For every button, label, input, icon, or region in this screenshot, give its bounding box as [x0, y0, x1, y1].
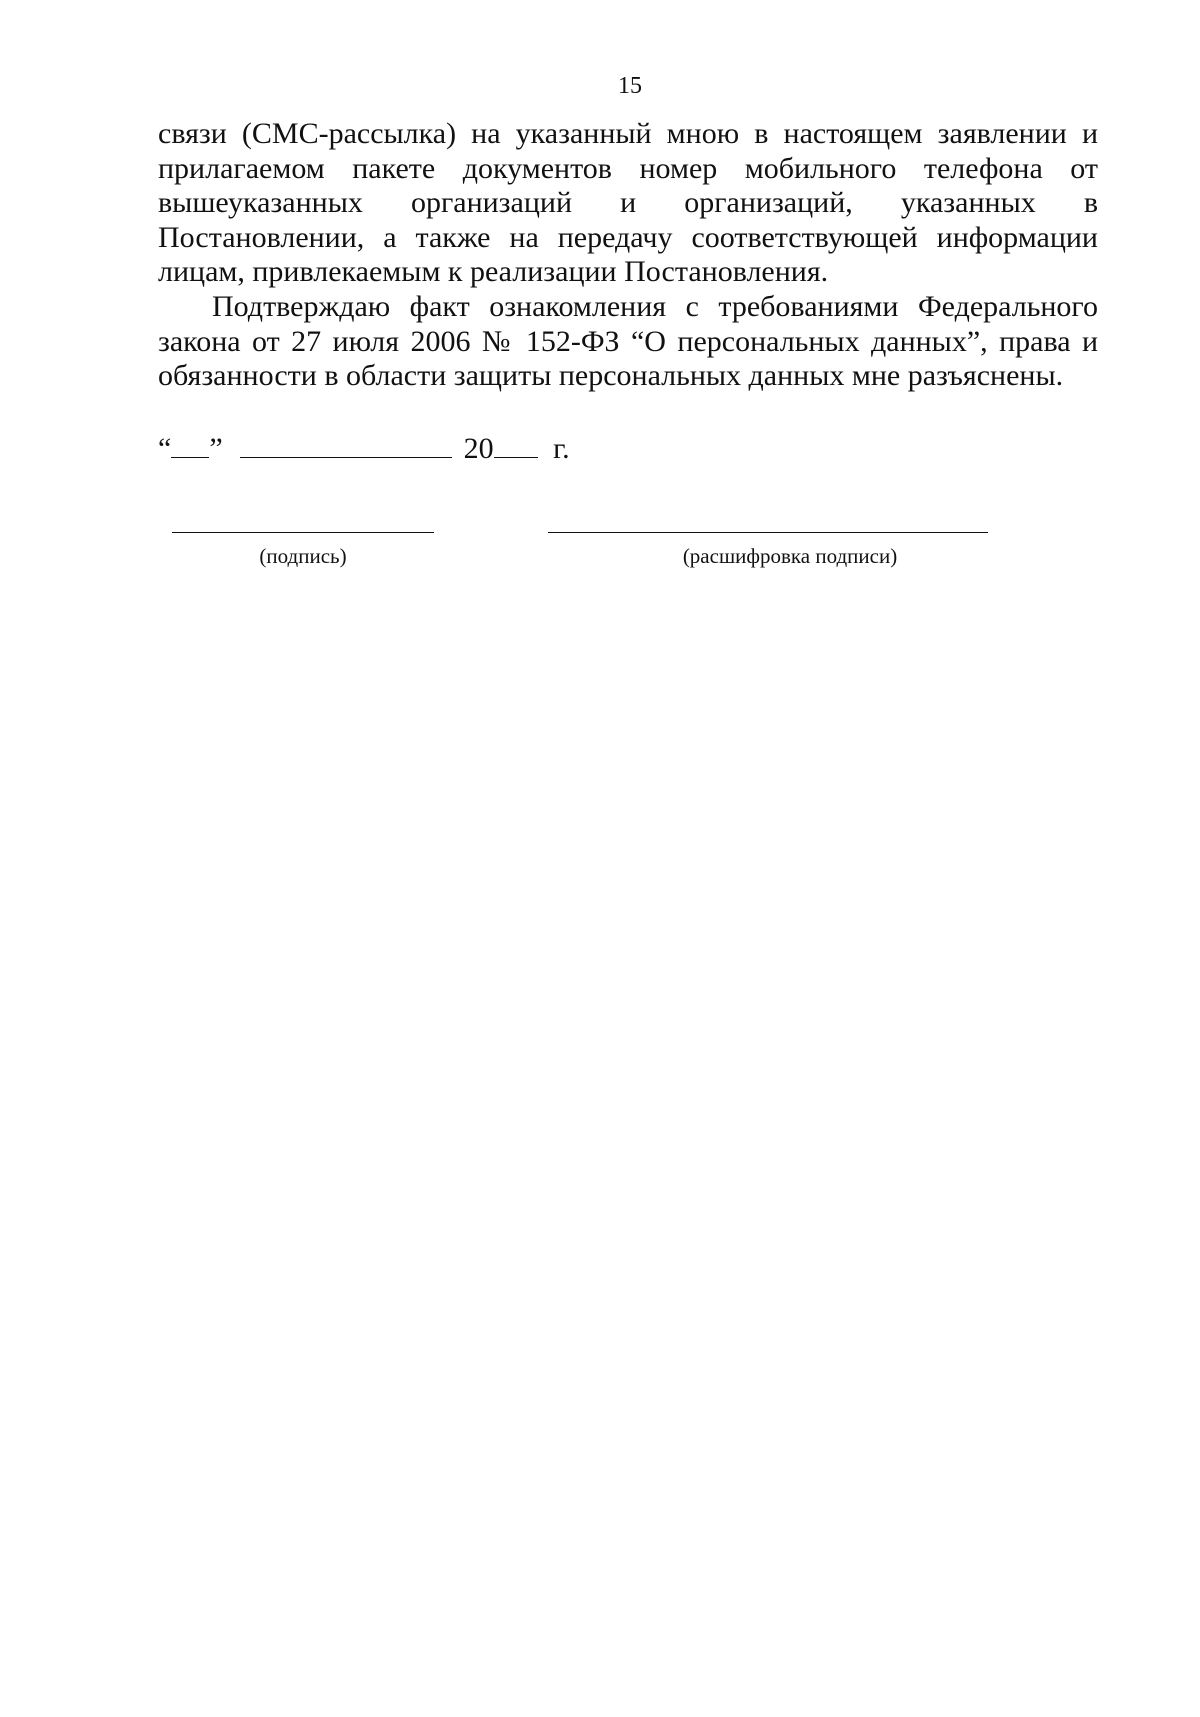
- date-field: [158, 432, 570, 466]
- text-line: Подтверждаю факт ознакомления с требованиями Федерального: [212, 289, 1098, 323]
- text-line: обязанности в области защиты персональных данных мне разъяснены.: [158, 359, 1064, 393]
- signature-decoding-caption: (расшифровка подписи): [682, 544, 898, 568]
- year-suffix: г.: [553, 432, 570, 465]
- text-line: закона от 27 июля 2006 № 152-ФЗ “О персональных данных”, права и: [158, 324, 1098, 358]
- text-line: вышеуказанных организаций и организаций, указанных в: [158, 186, 1098, 220]
- year-prefix: 20: [463, 432, 494, 465]
- paragraph-consent-continued: [158, 117, 1098, 290]
- paragraph-confirmation: [158, 290, 1098, 394]
- signature-caption: (подпись): [259, 544, 347, 568]
- month-blank: [240, 435, 452, 458]
- page-number: 15: [618, 73, 642, 99]
- day-blank: [171, 435, 209, 458]
- text-line: Постановлении, а также на передачу соответствующей информации: [158, 220, 1098, 254]
- text-line: связи (СМС-рассылка) на указанный мною в настоящем заявлении и: [158, 117, 1098, 150]
- year-blank: [494, 435, 538, 458]
- text-line: лицам, привлекаемым к реализации Постановления.: [158, 255, 829, 289]
- signature-decoding-line: [548, 532, 988, 533]
- document-body: [158, 117, 1098, 394]
- close-quote: ”: [209, 432, 223, 465]
- signature-line: [172, 532, 434, 533]
- open-quote: “: [158, 432, 172, 465]
- text-line: прилагаемом пакете документов номер мобильного телефона от: [158, 151, 1098, 185]
